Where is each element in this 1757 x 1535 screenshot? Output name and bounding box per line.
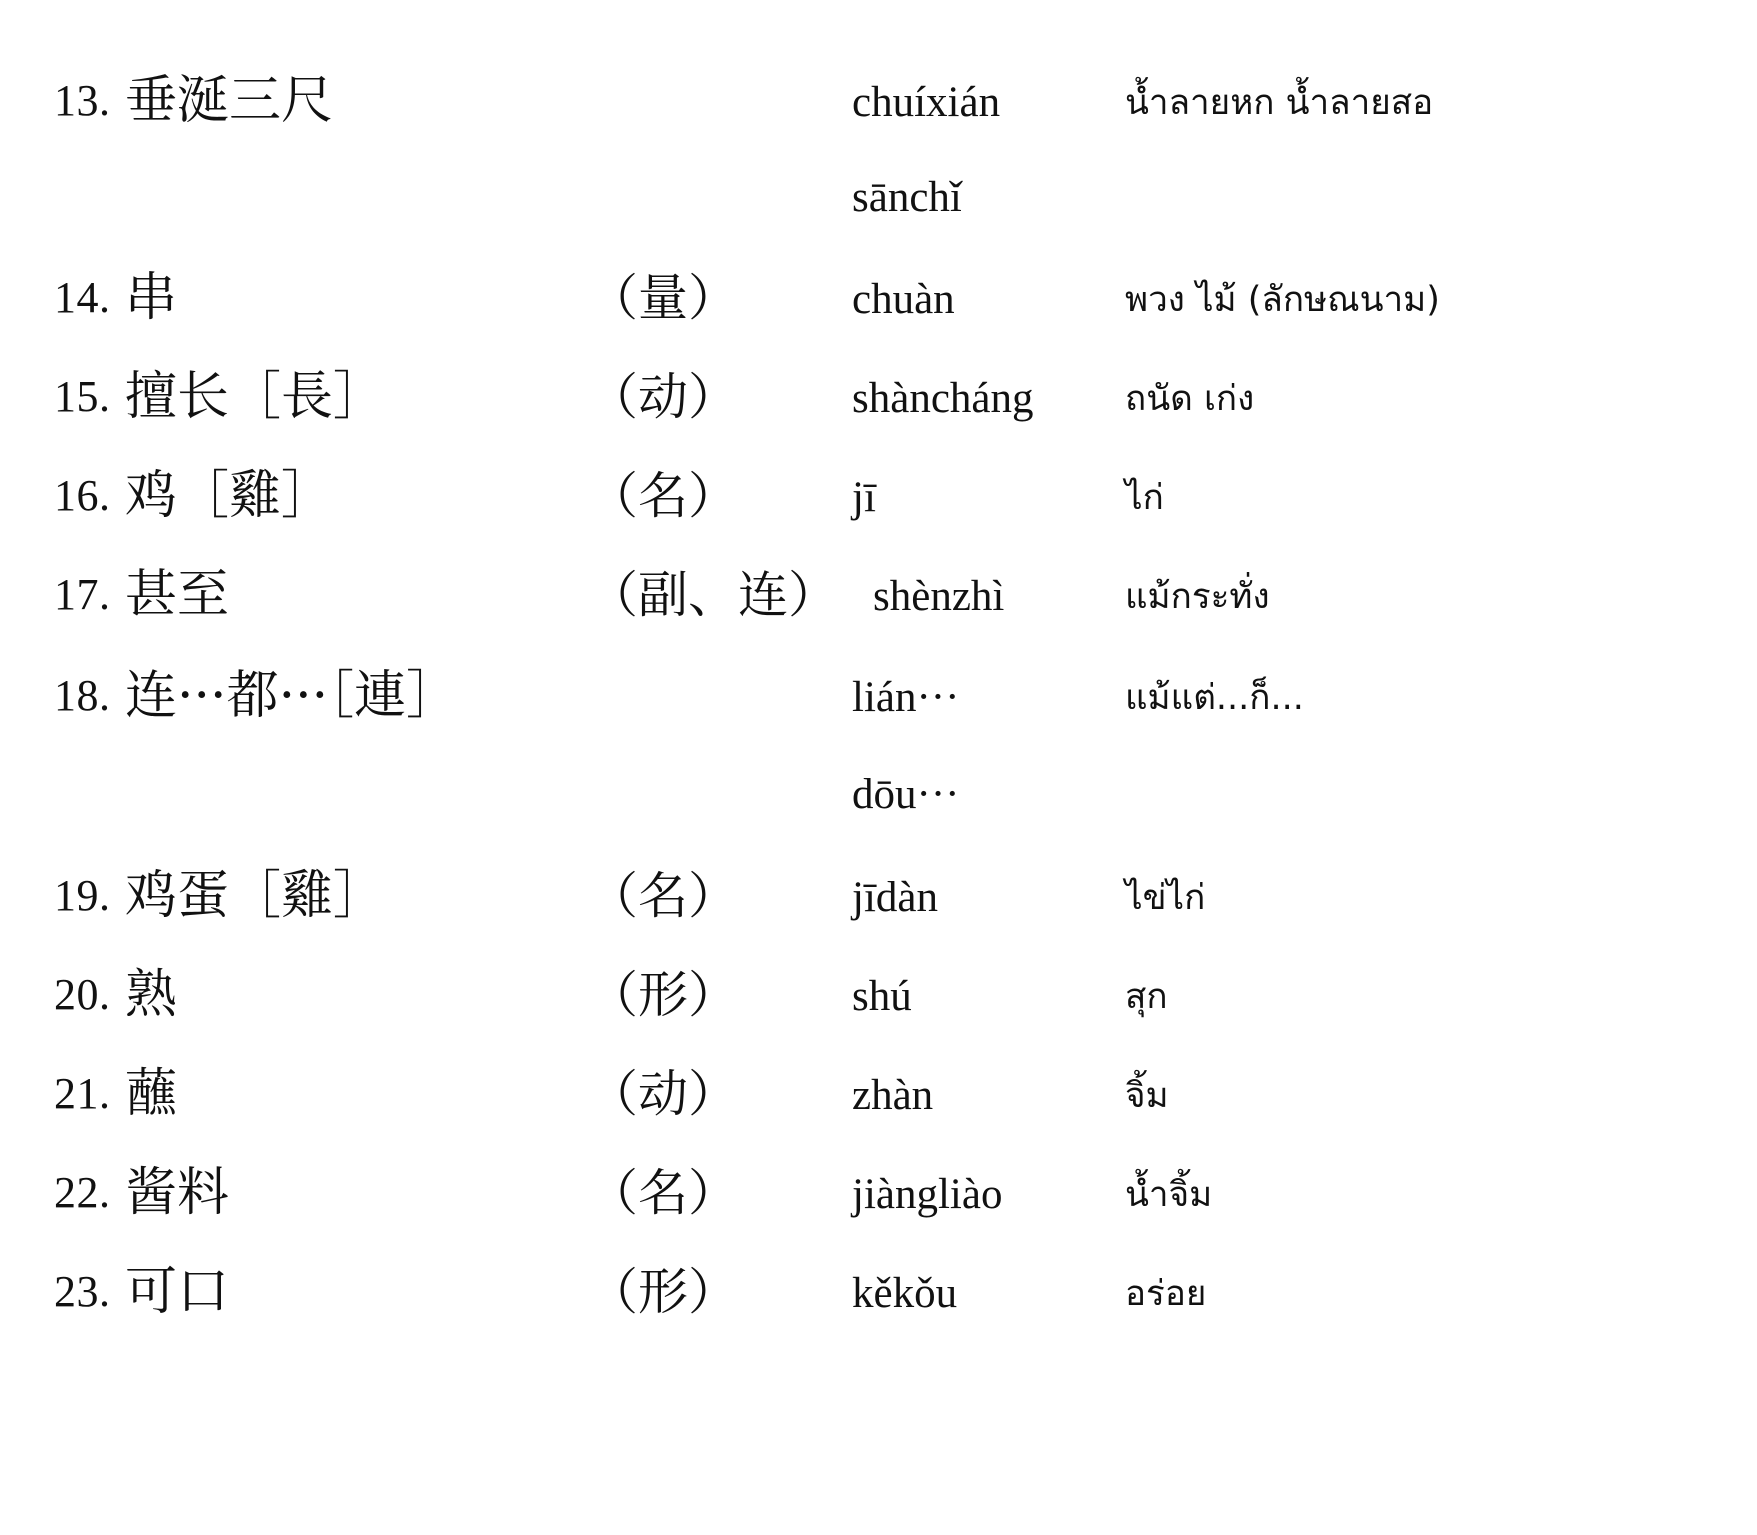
entry-thai-meaning: อร่อย [1125, 1274, 1207, 1314]
entry-number: 14. [54, 273, 111, 322]
entry-hanzi: 连···都···［連］ [125, 666, 459, 726]
vocab-entry-16 [0, 445, 1545, 543]
entry-hanzi: 可口 [125, 1262, 230, 1322]
vocab-entry-13-continued [0, 145, 1545, 243]
entry-pinyin-continued: sānchǐ [852, 174, 962, 221]
entry-number: 22. [54, 1168, 111, 1217]
entry-thai-meaning: จิ้ม [1125, 1076, 1169, 1116]
entry-part-of-speech: （形） [588, 966, 738, 1024]
entry-pinyin: shàncháng [852, 375, 1034, 422]
entry-pinyin: jī [852, 474, 876, 521]
entry-part-of-speech: （动） [588, 368, 738, 426]
entry-hanzi: 熟 [125, 965, 178, 1025]
entry-hanzi: 擅长［長］ [125, 367, 386, 427]
entry-pinyin: chuíxián [852, 79, 1001, 126]
vocab-entry-18-continued [0, 742, 1545, 840]
entry-hanzi: 甚至 [125, 565, 230, 625]
vocab-entry-23 [0, 1241, 1545, 1339]
vocab-entry-13 [0, 50, 1545, 148]
entry-number: 15. [54, 372, 111, 421]
entry-number: 18. [54, 671, 111, 720]
entry-number: 23. [54, 1267, 111, 1316]
entry-part-of-speech: （形） [588, 1263, 738, 1321]
entry-thai-meaning: สุก [1125, 977, 1168, 1017]
entry-part-of-speech: （名） [588, 1164, 738, 1222]
entry-part-of-speech: （副、连） [588, 566, 838, 624]
entry-number: 17. [54, 570, 111, 619]
vocab-entry-22 [0, 1142, 1545, 1240]
entry-hanzi: 酱料 [125, 1163, 230, 1223]
entry-number: 16. [54, 471, 111, 520]
entry-pinyin: lián··· [852, 674, 960, 721]
entry-number: 21. [54, 1069, 111, 1118]
entry-thai-meaning: ถนัด เก่ง [1125, 379, 1255, 419]
entry-hanzi: 串 [125, 268, 178, 328]
entry-thai-meaning: แม้กระทั่ง [1125, 577, 1270, 617]
entry-number: 13. [54, 76, 111, 125]
entry-part-of-speech: （量） [588, 269, 738, 327]
entry-hanzi: 垂涎三尺 [125, 71, 334, 131]
entry-number: 19. [54, 871, 111, 920]
entry-pinyin: kěkǒu [852, 1270, 958, 1317]
entry-thai-meaning: แม้แต่...ก็... [1125, 678, 1304, 718]
entry-hanzi: 鸡［雞］ [125, 466, 334, 526]
entry-thai-meaning: ไก่ [1125, 478, 1164, 518]
entry-pinyin: zhàn [852, 1072, 934, 1119]
vocab-entry-17 [0, 544, 1545, 642]
entry-pinyin: shènzhì [873, 573, 1005, 620]
entry-hanzi: 鸡蛋［雞］ [125, 866, 386, 926]
entry-thai-meaning: ไข่ไก่ [1125, 878, 1206, 918]
entry-part-of-speech: （动） [588, 1065, 738, 1123]
entry-pinyin-continued: dōu··· [852, 771, 960, 818]
entry-pinyin: jiàngliào [852, 1171, 1003, 1218]
entry-part-of-speech: （名） [588, 467, 738, 525]
vocab-entry-19 [0, 845, 1545, 943]
entry-part-of-speech: （名） [588, 867, 738, 925]
vocab-entry-20 [0, 944, 1545, 1042]
vocab-entry-18 [0, 645, 1545, 743]
vocab-entry-21 [0, 1043, 1545, 1141]
entry-thai-meaning: น้ำลายหก น้ำลายสอ [1125, 83, 1434, 123]
entry-pinyin: shú [852, 973, 912, 1020]
vocab-entry-14 [0, 247, 1545, 345]
entry-number: 20. [54, 970, 111, 1019]
entry-thai-meaning: น้ำจิ้ม [1125, 1175, 1213, 1215]
entry-pinyin: jīdàn [852, 874, 938, 921]
entry-hanzi: 蘸 [125, 1064, 178, 1124]
entry-thai-meaning: พวง ไม้ (ลักษณนาม) [1125, 280, 1440, 320]
vocab-entry-15 [0, 346, 1545, 444]
entry-pinyin: chuàn [852, 276, 955, 323]
